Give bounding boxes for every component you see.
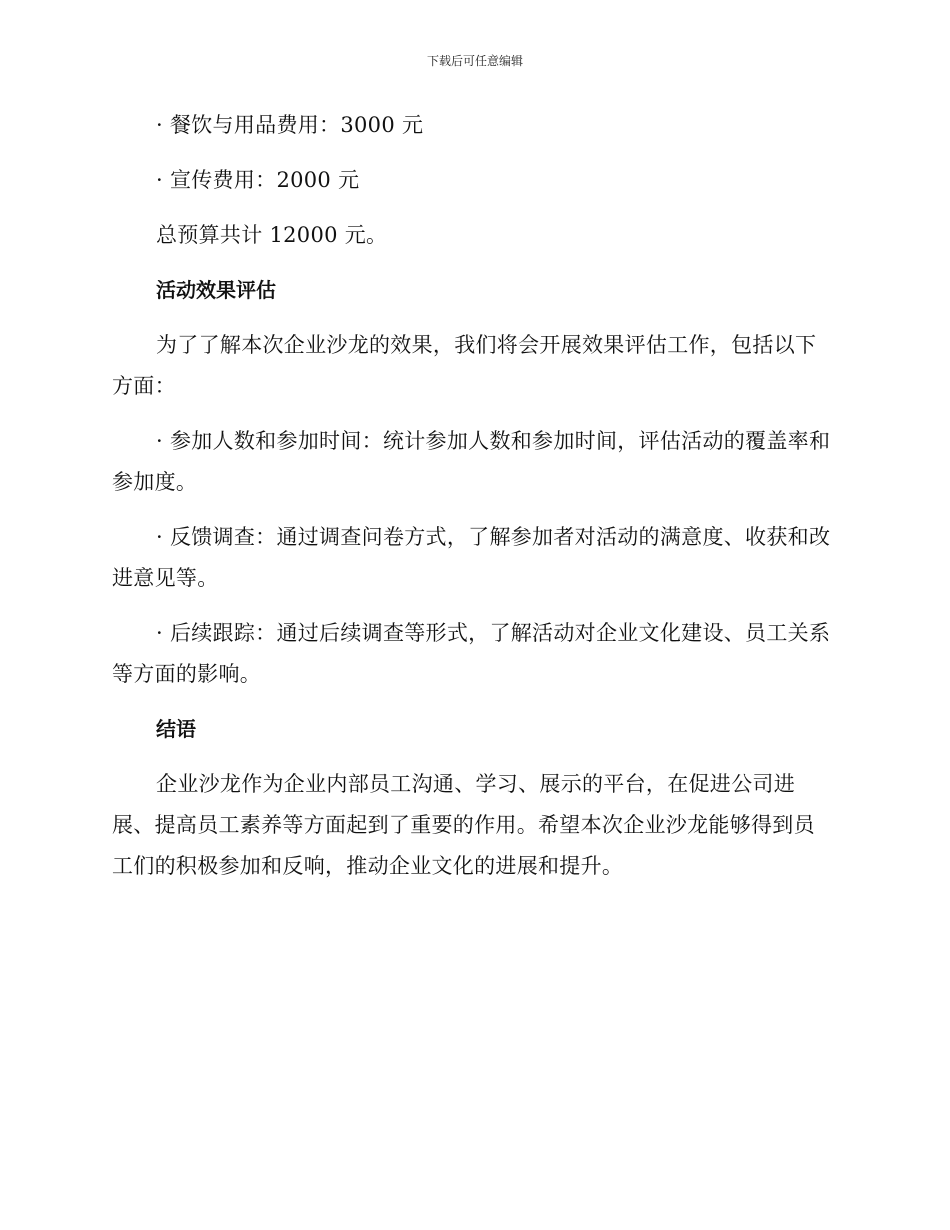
conclusion-text: 企业沙龙作为企业内部员工沟通、学习、展示的平台，在促进公司进展、提高员工素养等方面起到了重要的作用。希望本次企业沙龙能够得到员工们的积极参加和反响，推动企业文化的进展和提升。 — [112, 772, 815, 878]
evaluation-item-feedback: · 反馈调查：通过调查问卷方式，了解参加者对活动的满意度、收获和改进意见等。 — [112, 525, 831, 590]
budget-item-catering: · 餐饮与用品费用：3000 元 — [156, 113, 424, 137]
evaluation-intro: 为了了解本次企业沙龙的效果，我们将会开展效果评估工作，包括以下方面： — [112, 333, 817, 398]
budget-item-publicity: · 宣传费用：2000 元 — [156, 168, 360, 192]
document-body — [112, 105, 832, 901]
budget-total: 总预算共计 12000 元。 — [156, 223, 388, 247]
section-heading-conclusion: 结语 — [156, 717, 196, 741]
evaluation-item-followup: · 后续跟踪：通过后续调查等形式，了解活动对企业文化建设、员工关系等方面的影响。 — [112, 621, 831, 686]
evaluation-item-attendance: · 参加人数和参加时间：统计参加人数和参加时间，评估活动的覆盖率和参加度。 — [112, 429, 831, 494]
page-header: 下载后可任意编辑 — [426, 54, 523, 68]
section-heading-evaluation: 活动效果评估 — [156, 278, 276, 302]
